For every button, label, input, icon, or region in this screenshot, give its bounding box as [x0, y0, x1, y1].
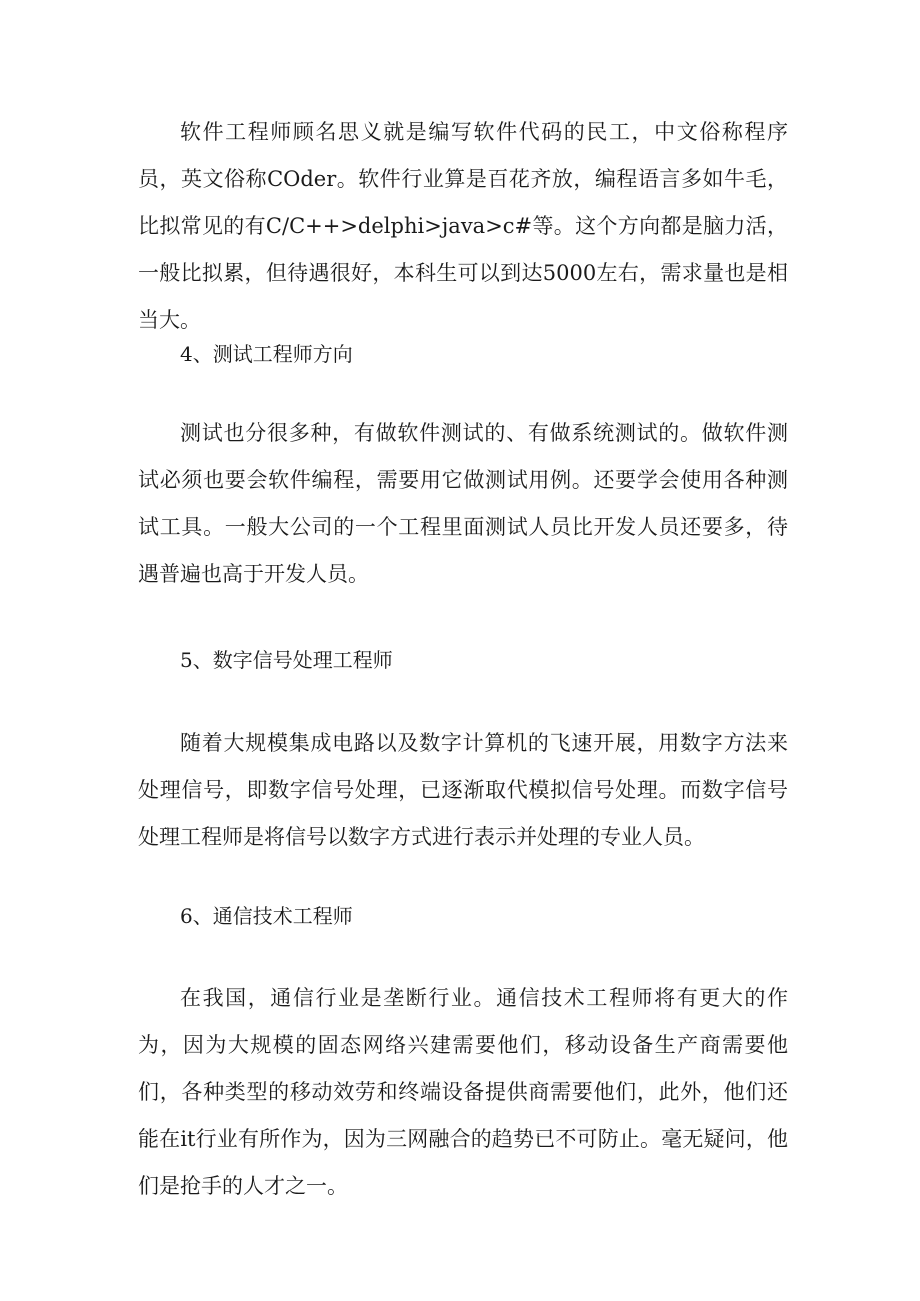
paragraph-dsp-engineer: 随着大规模集成电路以及数字计算机的飞速开展，用数字方法来处理信号，即数字信号处理，已逐渐取代模拟信号处理。而数字信号处理工程师是将信号以数字方式进行表示并处理的专业人员。	[138, 731, 788, 849]
paragraph-test-engineer: 测试也分很多种，有做软件测试的、有做系统测试的。做软件测试必须也要会软件编程，需要用它做测试用例。还要学会使用各种测试工具。一般大公司的一个工程里面测试人员比开发人员还要多，待遇普遍也高于开发人员。	[138, 421, 788, 586]
heading-telecom-engineer: 6、通信技术工程师	[180, 904, 353, 928]
heading-test-engineer: 4、测试工程师方向	[180, 342, 353, 366]
paragraph-software-engineer: 软件工程师顾名思义就是编写软件代码的民工，中文俗称程序员，英文俗称COder。软件行业算是百花齐放，编程语言多如牛毛，比拟常见的有C/C++>delphi>java>c#等。这个方向都是脑力活，一般比拟累，但待遇很好，本科生可以到达5000左右，需求量也是相当大。	[138, 120, 788, 332]
paragraph-telecom-engineer: 在我国，通信行业是垄断行业。通信技术工程师将有更大的作为，因为大规模的固态网络兴建需要他们，移动设备生产商需要他们，各种类型的移动效劳和终端设备提供商需要他们，此外，他们还能在it行业有所作为，因为三网融合的趋势已不可防止。毫无疑问，他们是抢手的人才之一。	[138, 986, 788, 1198]
heading-dsp-engineer: 5、数字信号处理工程师	[180, 648, 393, 672]
